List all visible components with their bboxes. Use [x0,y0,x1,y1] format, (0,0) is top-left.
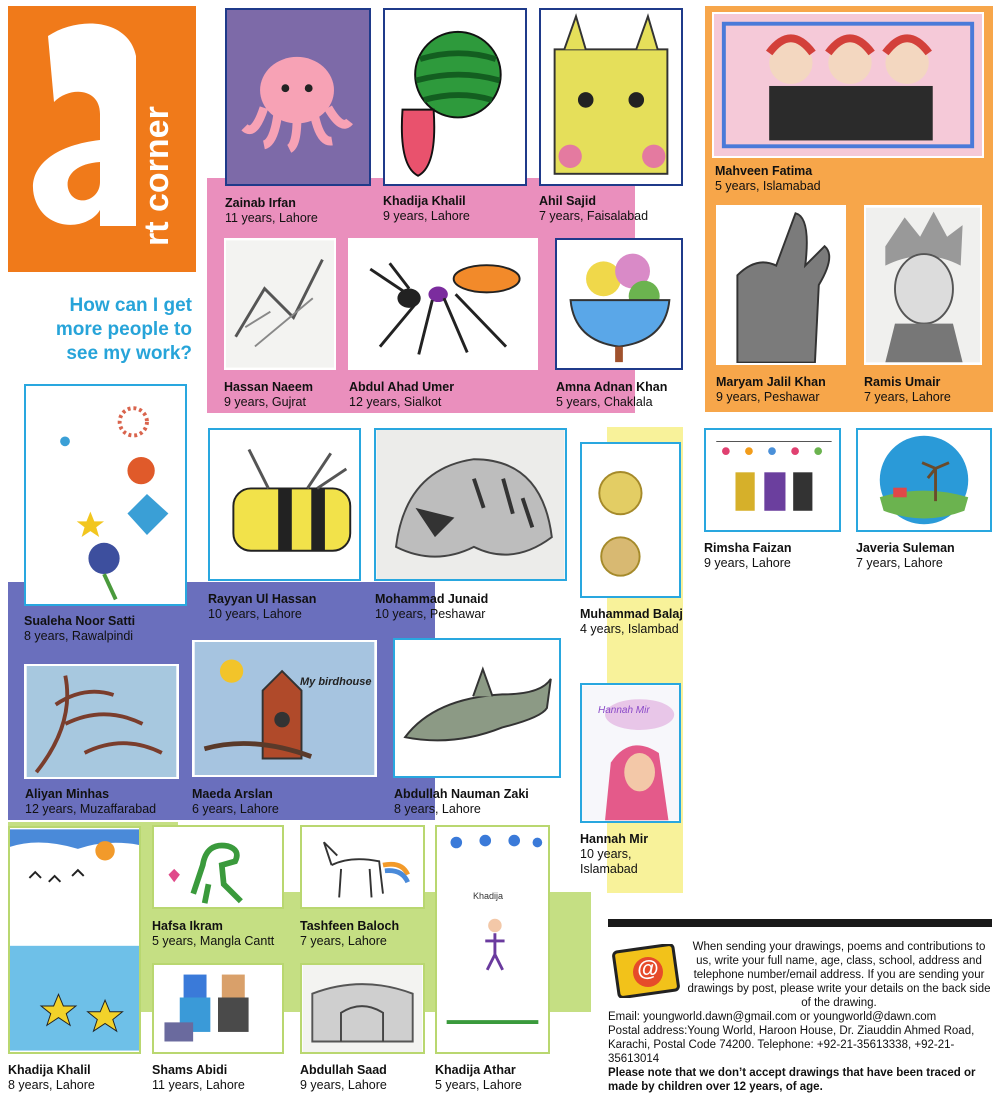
info-email: Email: youngworld.dawn@gmail.com or youngworld@dawn.com [608,1011,937,1023]
drawing-girl-pink-hair [580,683,681,823]
caption-maryam-jalil-khan: Maryam Jalil Khan 9 years, Peshawar [716,375,826,404]
drawing-island-globe [856,428,992,532]
caption-rayyan-ul-hassan: Rayyan Ul Hassan 10 years, Lahore [208,592,317,621]
drawing-shark [393,638,561,778]
caption-sualeha-noor-satti: Sualeha Noor Satti 8 years, Rawalpindi [24,614,136,643]
question-heading: How can I get more people to see my work? [55,295,192,364]
drawing-dinosaur [152,825,284,909]
khadija-signature: Khadija [473,891,504,901]
caption-hannah-mir: Hannah Mir 10 years, Islamabad [580,832,649,876]
info-postal: Postal address:Young World, Haroon House, Dr. Ziauddin Ahmed Road, Karachi, Postal Code 74200. Telephone: +92-21-35613338, +92-21-35613014 [608,1025,975,1065]
info-lead: When sending your drawings, poems and contributions to us, write your full name, age, class, school, address and telephone number/email address. If you are sending your drawings by post, please write your details on the back side of the drawing. [687,941,991,1009]
drawing-flowers [24,384,187,606]
info-divider [608,919,992,927]
drawing-naruto [224,238,336,370]
caption-muhammad-balaj: Muhammad Balaj 4 years, Islambad [580,607,683,636]
caption-shams-abidi: Shams Abidi 11 years, Lahore [152,1063,245,1092]
caption-khadija-khalil-2: Khadija Khalil 8 years, Lahore [8,1063,95,1092]
caption-hassan-naeem: Hassan Naeem 9 years, Gujrat [224,380,313,409]
caption-abdul-ahad-umer: Abdul Ahad Umer 12 years, Sialkot [349,380,455,409]
drawing-octopus [225,8,371,186]
drawing-watermelon [383,8,527,186]
drawing-bee [208,428,361,581]
drawing-anime-boy [864,205,982,365]
drawing-unicorn [300,825,425,909]
caption-tashfeen-baloch: Tashfeen Baloch 7 years, Lahore [300,919,400,948]
caption-mahveen-fatima: Mahveen Fatima 5 years, Islamabad [715,164,821,193]
caption-javeria-suleman: Javeria Suleman 7 years, Lahore [856,541,955,570]
drawing-ant [348,238,538,370]
drawing-birdhouse [192,640,377,777]
drawing-building [300,963,425,1054]
caption-hafsa-ikram: Hafsa Ikram 5 years, Mangla Cantt [152,919,275,948]
caption-rimsha-faizan: Rimsha Faizan 9 years, Lahore [704,541,792,570]
caption-abdullah-nauman-zaki: Abdullah Nauman Zaki 8 years, Lahore [394,787,529,816]
contribution-info [608,940,992,1094]
caption-maeda-arslan: Maeda Arslan 6 years, Lahore [192,787,279,816]
art-corner-logo [8,6,196,272]
drawing-hand [716,205,846,365]
hannah-signature: Hannah Mir [598,705,650,716]
drawing-minecraft [152,963,284,1054]
info-notice: Please note that we don’t accept drawings that have been traced or made by children over 12 years, of age. [608,1067,976,1093]
drawing-three-girls [712,12,984,158]
drawing-tree-branches [24,664,179,779]
caption-mohammad-junaid: Mohammad Junaid 10 years, Peshawar [375,592,489,621]
birdhouse-title: My birdhouse [300,676,372,688]
drawing-rain-girl [435,825,550,1054]
caption-abdullah-saad: Abdullah Saad 9 years, Lahore [300,1063,387,1092]
drawing-sea-stars [8,826,141,1054]
caption-khadija-khalil: Khadija Khalil 9 years, Lahore [383,194,470,223]
drawing-suns [580,442,681,598]
caption-aliyan-minhas: Aliyan Minhas 12 years, Muzaffarabad [25,787,157,816]
email-at-icon: @ [610,944,682,998]
caption-amna-adnan-khan: Amna Adnan Khan 5 years, Chaklala [556,380,668,409]
drawing-shop [704,428,841,532]
caption-ahil-sajid: Ahil Sajid 7 years, Faisalabad [539,194,649,223]
drawing-tiger [374,428,567,581]
drawing-pikachu [539,8,683,186]
drawing-ice-cream [555,238,683,370]
caption-ramis-umair: Ramis Umair 7 years, Lahore [864,375,951,404]
caption-khadija-athar: Khadija Athar 5 years, Lahore [435,1063,522,1092]
logo-rest: rt corner [138,106,176,246]
caption-zainab-irfan: Zainab Irfan 11 years, Lahore [225,196,318,225]
